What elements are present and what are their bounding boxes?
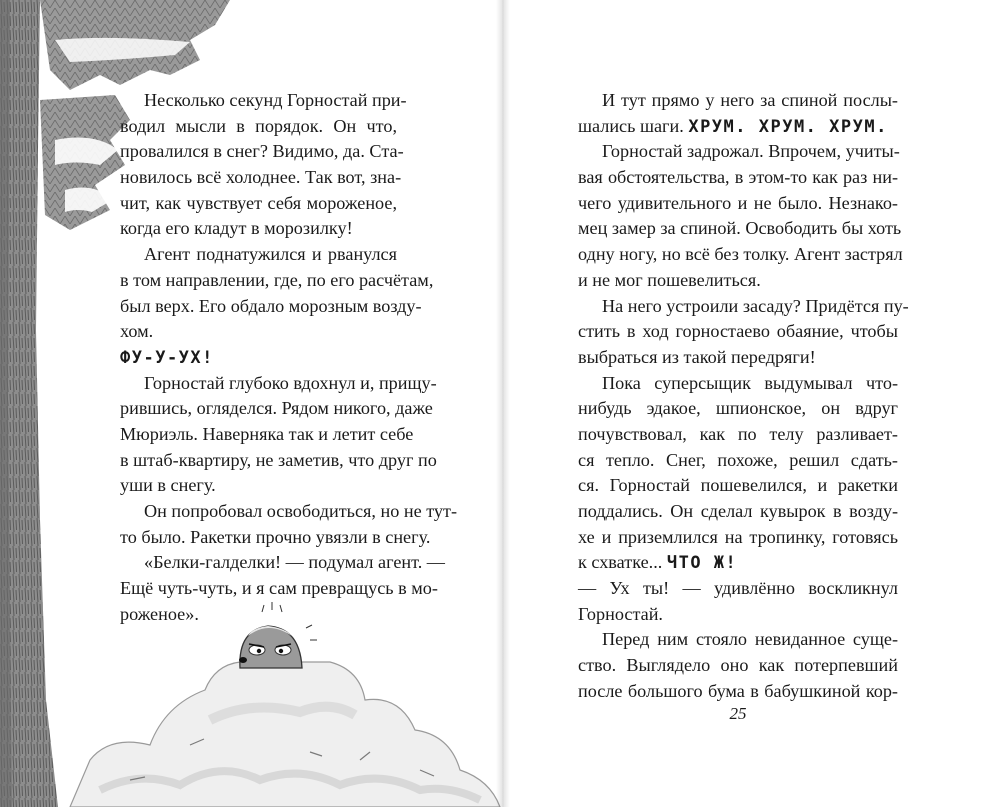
text-line: Агент поднатужился и рванулся <box>144 244 397 265</box>
text-line: ся тепло. Снег, похоже, решил сдать- <box>578 449 898 470</box>
text-line: Несколько секунд Горностай при- <box>144 90 407 110</box>
text-line: уши в снегу. <box>120 475 216 496</box>
text-line: рившись, огляделся. Рядом никого, даже <box>120 398 433 419</box>
text-line: провалился в снег? Видимо, да. Ста- <box>120 141 404 162</box>
text-line: когда его кладут в морозилку! <box>120 218 353 239</box>
text-line: «Белки-галделки! — подумал агент. — <box>144 552 445 573</box>
text-line: Ещё чуть-чуть, и я сам превращусь в мо- <box>120 578 438 599</box>
text-line: Горностай глубоко вдохнул и, прищу- <box>144 372 437 393</box>
text-line: Горностай. <box>578 603 663 624</box>
text-line: Он попробовал освободиться, но не тут- <box>144 501 458 521</box>
text-line: — Ух ты! — удивлённо воскликнул <box>578 578 898 599</box>
right-page-text <box>578 88 909 705</box>
book-gutter <box>496 0 510 807</box>
text-line: ся. Горностай пошевелился, и ракетки <box>578 475 898 496</box>
text-line: стить в ход горностаево обаяние, чтобы <box>578 321 898 342</box>
text-fragment: к схватке... <box>578 552 663 573</box>
snow-pile <box>70 662 500 807</box>
text-line: нибудь эдакое, шпионское, он вдруг <box>578 398 898 419</box>
text-line: роженое». <box>120 603 199 624</box>
text-line: водил мысли в порядок. Он что, <box>120 115 397 136</box>
sound-effect-line <box>120 345 397 371</box>
text-line: почувствовал, как по телу разливает- <box>578 423 898 444</box>
sound-effect: ХРУМ. ХРУМ. ХРУМ. <box>688 116 888 137</box>
text-line: ство. Выглядело оно как потерпевший <box>578 655 898 676</box>
text-line: На него устроили засаду? Придётся пу- <box>602 295 909 316</box>
text-line: в том направлении, где, по его расчётам, <box>120 269 434 290</box>
text-line: выбраться из такой передряги! <box>578 346 816 367</box>
text-line: после большого бума в бабушкиной кор- <box>578 680 898 701</box>
text-line: хом. <box>120 321 154 342</box>
text-line: и не мог пошевелиться. <box>578 269 761 290</box>
sound-effect: ЧТО Ж! <box>666 553 738 574</box>
page-number: 25 <box>729 704 747 723</box>
left-page-text <box>120 88 458 627</box>
text-fragment: шались шаги. <box>578 115 684 136</box>
text-line: новилось всё холоднее. Так вот, зна- <box>120 167 402 188</box>
text-line: И тут прямо у него за спиной послы- <box>602 90 898 110</box>
text-line: Мюриэль. Наверняка так и летит себе <box>120 423 414 444</box>
text-line <box>578 550 898 576</box>
text-line: чего удивительного и не было. Незнако- <box>578 192 898 213</box>
text-line <box>578 114 898 140</box>
text-line: хе и приземлился на тропинку, готовясь <box>578 526 898 547</box>
text-line: был верх. Его обдало морозным возду- <box>120 295 422 316</box>
sound-effect: ФУ-У-УХ! <box>120 347 214 368</box>
text-line: чит, как чувствует себя мороженое, <box>120 192 397 213</box>
text-line: поддались. Он сделал кувырок в возду- <box>578 501 898 521</box>
text-line: Перед ним стояло невиданное суще- <box>602 629 898 650</box>
text-line: Горностай задрожал. Впрочем, учиты- <box>602 141 900 162</box>
text-line: в штаб-квартиру, не заметив, что друг по <box>120 449 437 470</box>
text-line: одну ногу, но всё без толку. Агент застрял <box>578 244 903 265</box>
text-line: мец замер за спиной. Освободить бы хоть <box>578 218 902 239</box>
text-line: Пока суперсыщик выдумывал что- <box>602 372 898 393</box>
text-line: вая обстоятельства, в этом-то как раз ни- <box>578 167 898 188</box>
text-line: то было. Ракетки прочно увязли в снегу. <box>120 526 431 547</box>
